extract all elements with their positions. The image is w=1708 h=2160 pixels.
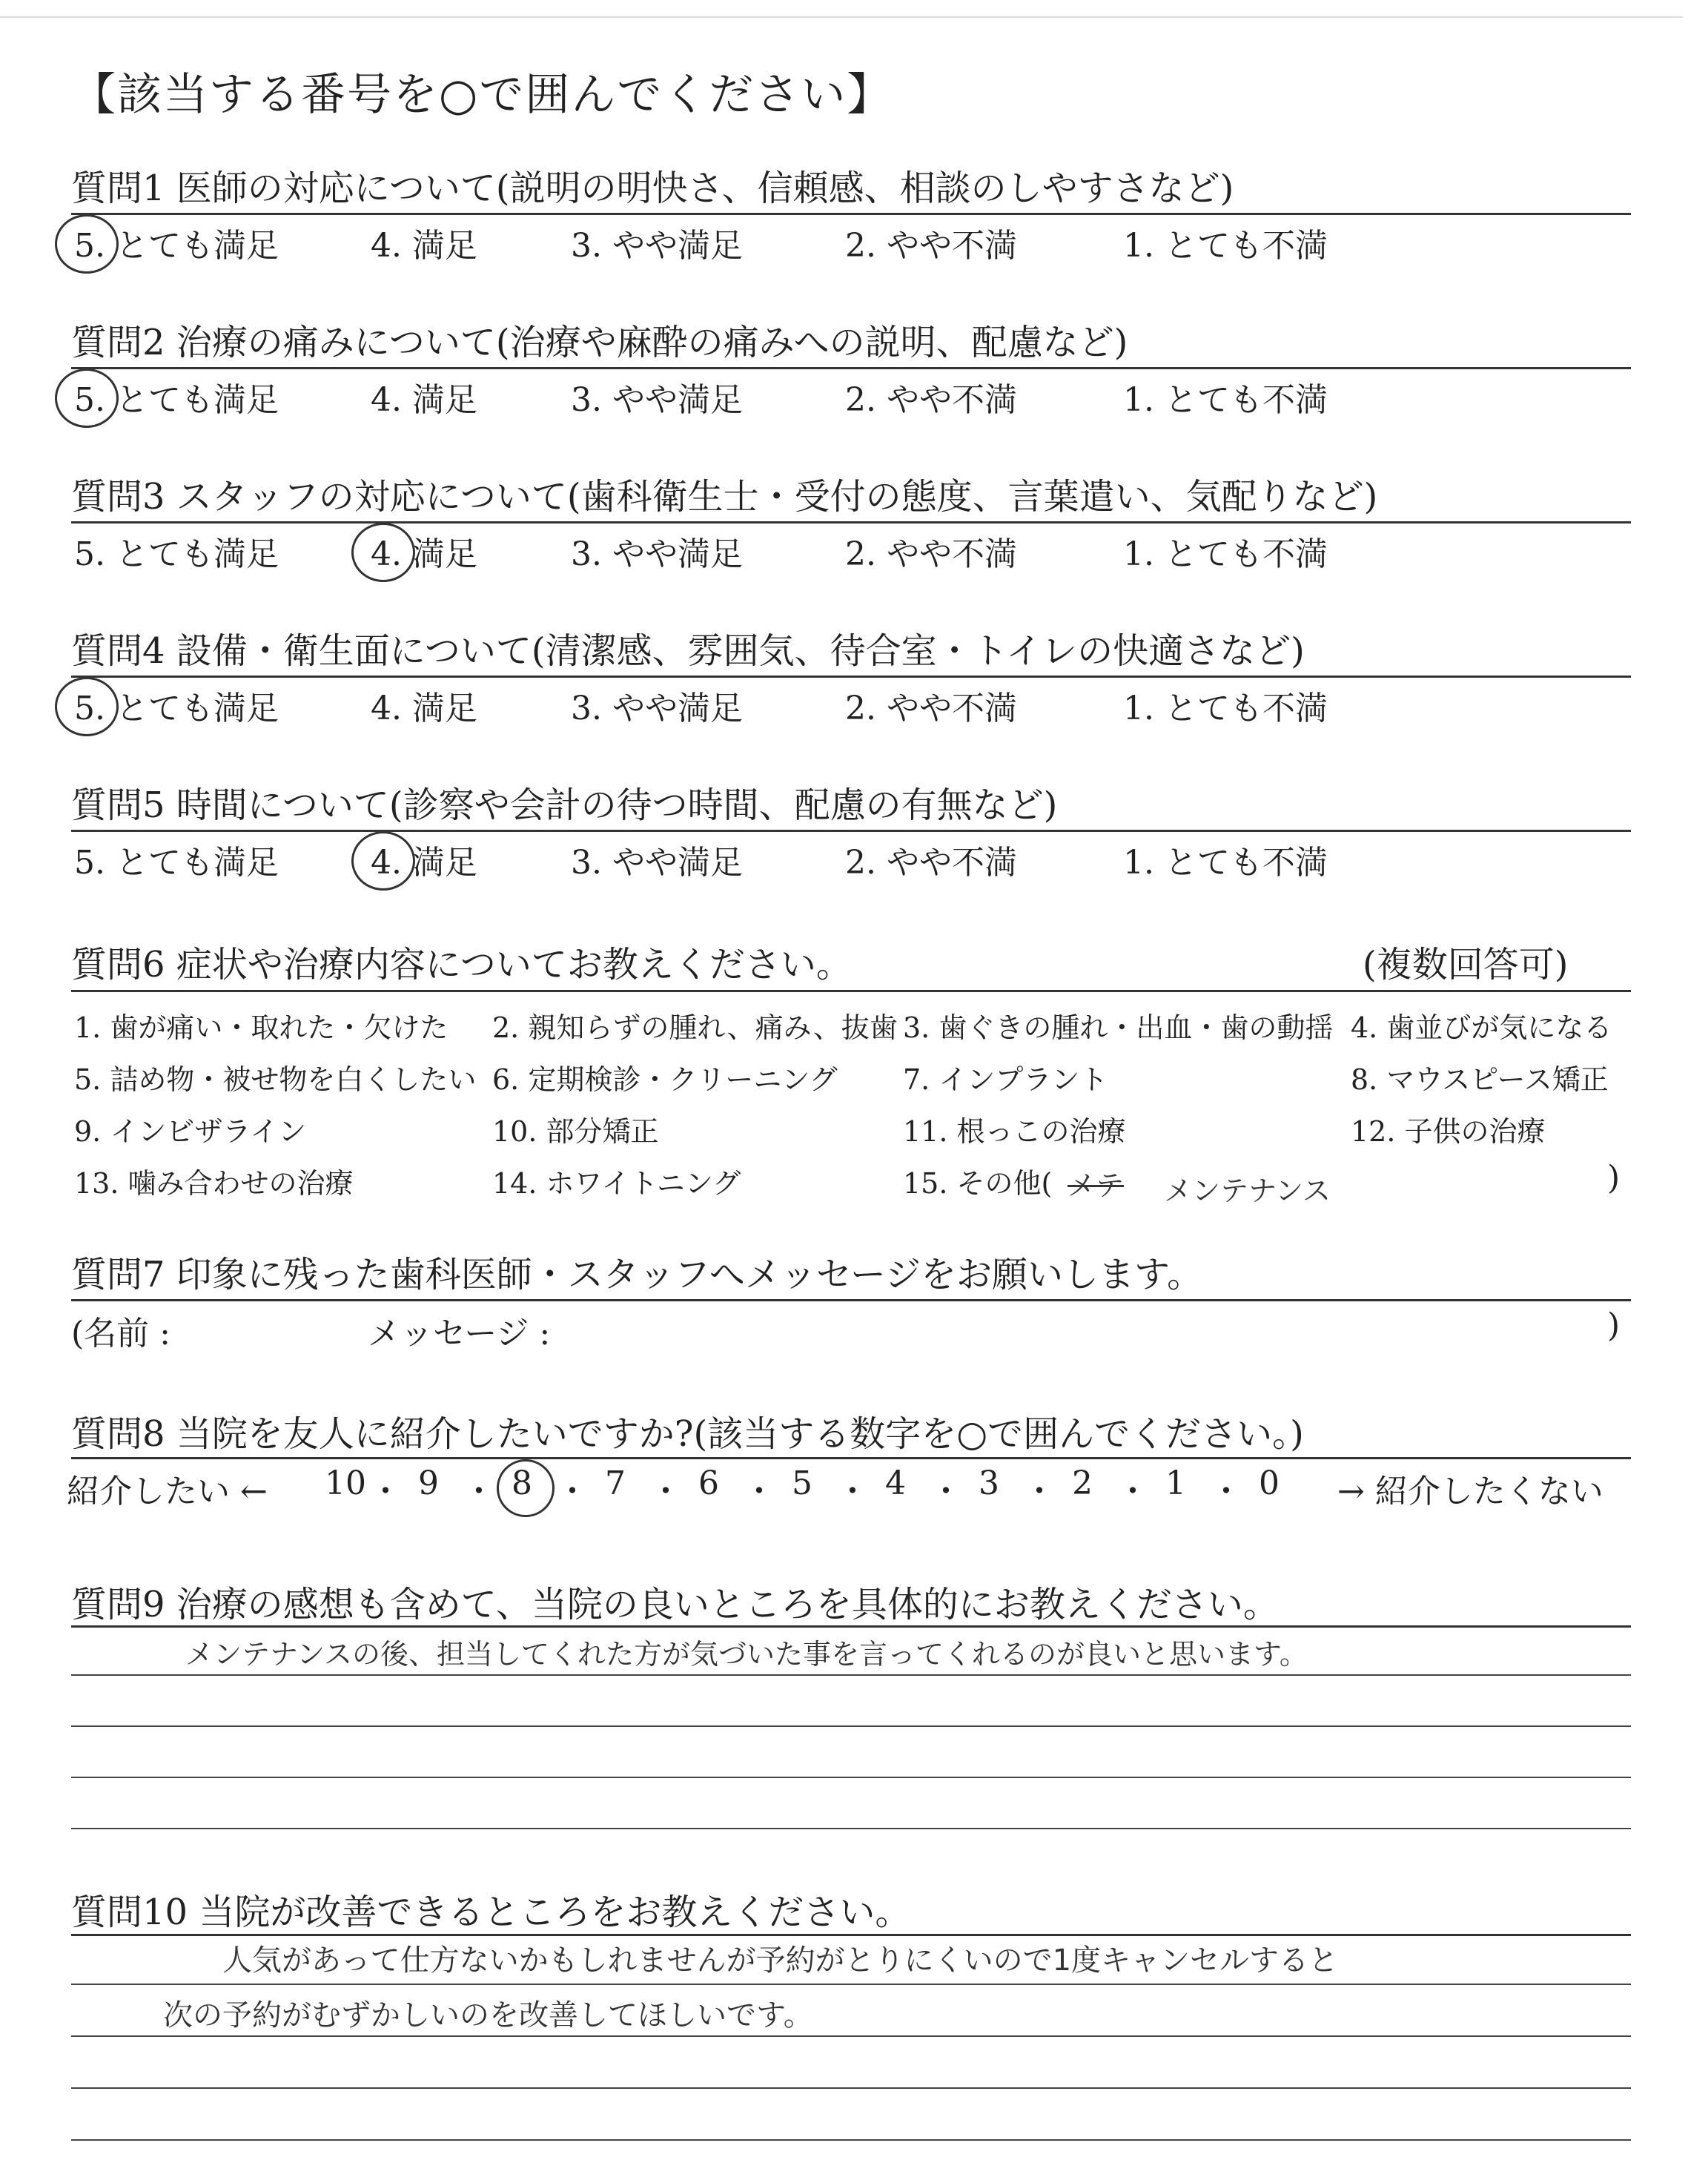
q8-separator: ・	[743, 1473, 775, 1510]
question-3-rule	[71, 521, 1631, 524]
q8-number-3: 3	[979, 1464, 999, 1502]
question-5-selected-circle	[351, 831, 415, 891]
q6-option-2: 2. 親知らずの腫れ、痛み、抜歯	[492, 1011, 898, 1044]
q6-rule	[71, 990, 1631, 992]
q8-number-2: 2	[1072, 1464, 1093, 1502]
question-3-option-4: 4. 満足	[371, 535, 477, 573]
q8-separator: ・	[1116, 1473, 1149, 1510]
q8-number-7: 7	[605, 1464, 626, 1502]
q6-option-11: 11. 根っこの治療	[903, 1115, 1126, 1148]
q8-separator: ・	[463, 1473, 495, 1510]
question-5-rule	[71, 830, 1631, 832]
q8-right-label: → 紹介したくない	[1337, 1473, 1603, 1510]
q8-number-0: 0	[1259, 1464, 1280, 1502]
q10-answer-line2: 次の予約がむずかしいのを改善してほしいです。	[163, 1998, 813, 2032]
question-2-title: 質問2 治療の痛みについて(治療や麻酔の痛みへの説明、配慮など)	[71, 322, 1128, 363]
q8-selected-circle	[497, 1459, 555, 1517]
question-1-option-3: 3. やや満足	[571, 227, 743, 265]
question-2-rule	[71, 367, 1631, 369]
q8-separator: ・	[836, 1473, 869, 1510]
q8-separator: ・	[556, 1473, 589, 1510]
q6-option-7: 7. インプラント	[903, 1063, 1108, 1096]
question-1-title: 質問1 医師の対応について(説明の明快さ、信頼感、相談のしやすさなど)	[71, 168, 1234, 209]
q8-number-4: 4	[885, 1464, 906, 1502]
q9-line-4	[71, 1828, 1631, 1829]
question-3-title: 質問3 スタッフの対応について(歯科衛生士・受付の態度、言葉遣い、気配りなど)	[71, 476, 1378, 518]
q6-title: 質問6 症状や治療内容についてお教えください。	[71, 944, 852, 985]
question-2-option-4: 4. 満足	[371, 381, 477, 419]
q8-separator: ・	[1210, 1473, 1242, 1510]
q8-number-1: 1	[1165, 1464, 1186, 1502]
question-2-option-1: 1. とても不満	[1123, 381, 1328, 419]
question-3-option-1: 1. とても不満	[1123, 535, 1328, 573]
q7-close-paren: )	[1607, 1307, 1621, 1344]
question-2-option-5: 5. とても満足	[74, 381, 279, 419]
question-3-option-3: 3. やや満足	[571, 535, 743, 573]
q6-option-12: 12. 子供の治療	[1351, 1115, 1546, 1148]
q8-number-8: 8	[512, 1464, 532, 1502]
page-heading: 【該当する番号を○で囲んでください】	[71, 69, 893, 121]
q8-left-label: 紹介したい ←	[67, 1473, 268, 1510]
question-4-option-2: 2. やや不満	[845, 690, 1017, 727]
q8-number-6: 6	[698, 1464, 719, 1502]
question-5-option-3: 3. やや満足	[571, 844, 743, 882]
q6-close-paren: )	[1607, 1159, 1621, 1197]
q6-option-3: 3. 歯ぐきの腫れ・出血・歯の動揺	[903, 1011, 1334, 1044]
q8-separator: ・	[369, 1473, 402, 1510]
question-1-option-5: 5. とても満足	[74, 227, 279, 265]
q8-separator: ・	[649, 1473, 682, 1510]
q6-option-4: 4. 歯並びが気になる	[1351, 1011, 1612, 1044]
question-4-selected-circle	[55, 677, 119, 736]
question-4-option-4: 4. 満足	[371, 690, 477, 727]
q8-number-9: 9	[418, 1464, 439, 1502]
q6-note: (複数回答可)	[1363, 944, 1569, 985]
q6-option-15: 15. その他(	[903, 1167, 1053, 1200]
question-4-option-1: 1. とても不満	[1123, 690, 1328, 727]
question-1-rule	[71, 213, 1631, 215]
question-3-option-2: 2. やや不満	[845, 535, 1017, 573]
q6-option-5: 5. 詰め物・被せ物を白くしたい	[74, 1063, 477, 1096]
q6-option-14: 14. ホワイトニング	[492, 1167, 741, 1200]
q8-number-5: 5	[792, 1464, 812, 1502]
question-3-option-5: 5. とても満足	[74, 535, 279, 573]
q9-rule	[71, 1625, 1631, 1628]
q9-line-2	[71, 1725, 1631, 1727]
q10-line-3	[71, 2087, 1631, 2089]
question-5-title: 質問5 時間について(診察や会計の待つ時間、配慮の有無など)	[71, 785, 1058, 826]
q7-rule	[71, 1299, 1631, 1301]
q8-number-10: 10	[325, 1464, 366, 1502]
q10-line-2	[71, 2035, 1631, 2037]
question-4-option-5: 5. とても満足	[74, 690, 279, 727]
q9-line-1	[71, 1674, 1631, 1676]
q6-option-9: 9. インビザライン	[74, 1115, 307, 1148]
question-3-selected-circle	[351, 523, 415, 582]
q10-title: 質問10 当院が改善できるところをお教えください。	[71, 1892, 911, 1933]
question-5-option-5: 5. とても満足	[74, 844, 279, 882]
q9-answer: メンテナンスの後、担当してくれた方が気づいた事を言ってくれるのが良いと思います。	[185, 1638, 1308, 1671]
q10-line-4	[71, 2139, 1631, 2141]
q8-separator: ・	[930, 1473, 962, 1510]
q9-title: 質問9 治療の感想も含めて、当院の良いところを具体的にお教えください。	[71, 1584, 1279, 1625]
q6-option-1: 1. 歯が痛い・取れた・欠けた	[74, 1011, 448, 1044]
q7-title: 質問7 印象に残った歯科医師・スタッフへメッセージをお願いします。	[71, 1254, 1203, 1295]
question-1-option-4: 4. 満足	[371, 227, 477, 265]
q6-other-answer: メンテナンス	[1164, 1175, 1331, 1207]
question-2-option-3: 3. やや満足	[571, 381, 743, 419]
question-1-option-1: 1. とても不満	[1123, 227, 1328, 265]
q10-line-1	[71, 1984, 1631, 1985]
question-1-selected-circle	[55, 214, 119, 274]
q8-separator: ・	[1023, 1473, 1056, 1510]
q7-name-label: (名前 :	[71, 1315, 171, 1353]
question-2-selected-circle	[55, 369, 119, 428]
q7-message-label: メッセージ :	[368, 1315, 551, 1353]
question-2-option-2: 2. やや不満	[845, 381, 1017, 419]
question-5-option-2: 2. やや不満	[845, 844, 1017, 882]
q6-option-8: 8. マウスピース矯正	[1351, 1063, 1609, 1096]
q6-other-strike: メテ	[1068, 1169, 1125, 1202]
q6-option-13: 13. 噛み合わせの治療	[74, 1167, 354, 1200]
question-4-rule	[71, 676, 1631, 678]
question-5-option-4: 4. 満足	[371, 844, 477, 882]
question-4-title: 質問4 設備・衛生面について(清潔感、雰囲気、待合室・トイレの快適さなど)	[71, 630, 1305, 672]
q6-option-10: 10. 部分矯正	[492, 1115, 659, 1148]
question-5-option-1: 1. とても不満	[1123, 844, 1328, 882]
q6-option-6: 6. 定期検診・クリーニング	[492, 1063, 838, 1096]
q9-line-3	[71, 1777, 1631, 1778]
question-4-option-3: 3. やや満足	[571, 690, 743, 727]
q10-rule	[71, 1934, 1631, 1936]
q10-answer-line1: 人気があって仕方ないかもしれませんが予約がとりにくいので1度キャンセルすると	[222, 1943, 1339, 1978]
q8-rule	[71, 1457, 1631, 1459]
question-1-option-2: 2. やや不満	[845, 227, 1017, 265]
q8-title: 質問8 当院を友人に紹介したいですか?(該当する数字を○で囲んでください。)	[71, 1413, 1304, 1455]
top-border	[0, 16, 1683, 18]
